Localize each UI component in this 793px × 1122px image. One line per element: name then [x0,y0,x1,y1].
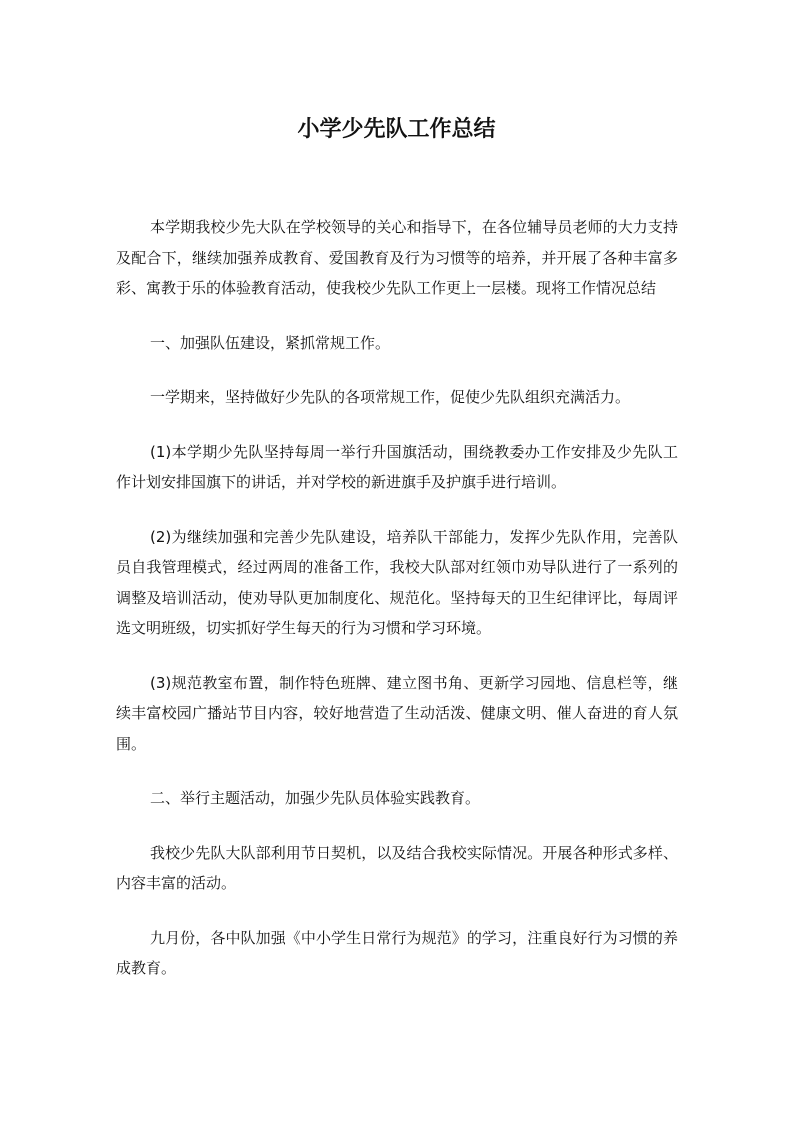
paragraph: 一学期来，坚持做好少先队的各项常规工作，促使少先队组织充满活力。 [150,388,631,406]
section-heading-2: 二、举行主题活动，加强少先队员体验实践教育。 [150,789,481,807]
paragraph: 我校少先队大队部利用节日契机，以及结合我校实际情况。开展各种形式多样、内容丰富的活动。 [116,843,678,892]
paragraph-intro: 本学期我校少先大队在学校领导的关心和指导下，在各位辅导员老师的大力支持及配合下，继续加强养成教育、爱国教育及行为习惯等的培养，并开展了各种丰富多彩、寓教于乐的体验教育活动，使我校少先队工作更上一层楼。现将工作情况总结 [116,218,678,297]
section-heading-1: 一、加强队伍建设，紧抓常规工作。 [150,333,391,352]
paragraph: 九月份，各中队加强《中小学生日常行为规范》的学习，注重良好行为习惯的养成教育。 [116,928,678,977]
paragraph-item-3: (3)规范教室布置，制作特色班牌、建立图书角、更新学习园地、信息栏等，继续丰富校园广播站节目内容，较好地营造了生动活泼、健康文明、催人奋进的育人氛围。 [116,673,678,753]
paragraph-item-2: (2)为继续加强和完善少先队建设，培养队干部能力，发挥少先队作用，完善队员自我管理模式，经过两周的准备工作，我校大队部对红领巾劝导队进行了一系列的调整及培训活动，使劝导队更加制度化、规范化。坚持每天的卫生纪律评比，每周评选文明班级，切实抓好学生每天的行为习惯和学习环境。 [116,527,678,637]
document-title: 小学少先队工作总结 [297,117,496,142]
paragraph-item-1: (1)本学期少先队坚持每周一举行升国旗活动，围绕教委办工作安排及少先队工作计划安排国旗下的讲话，并对学校的新进旗手及护旗手进行培训。 [116,442,678,491]
document-body [116,212,678,984]
